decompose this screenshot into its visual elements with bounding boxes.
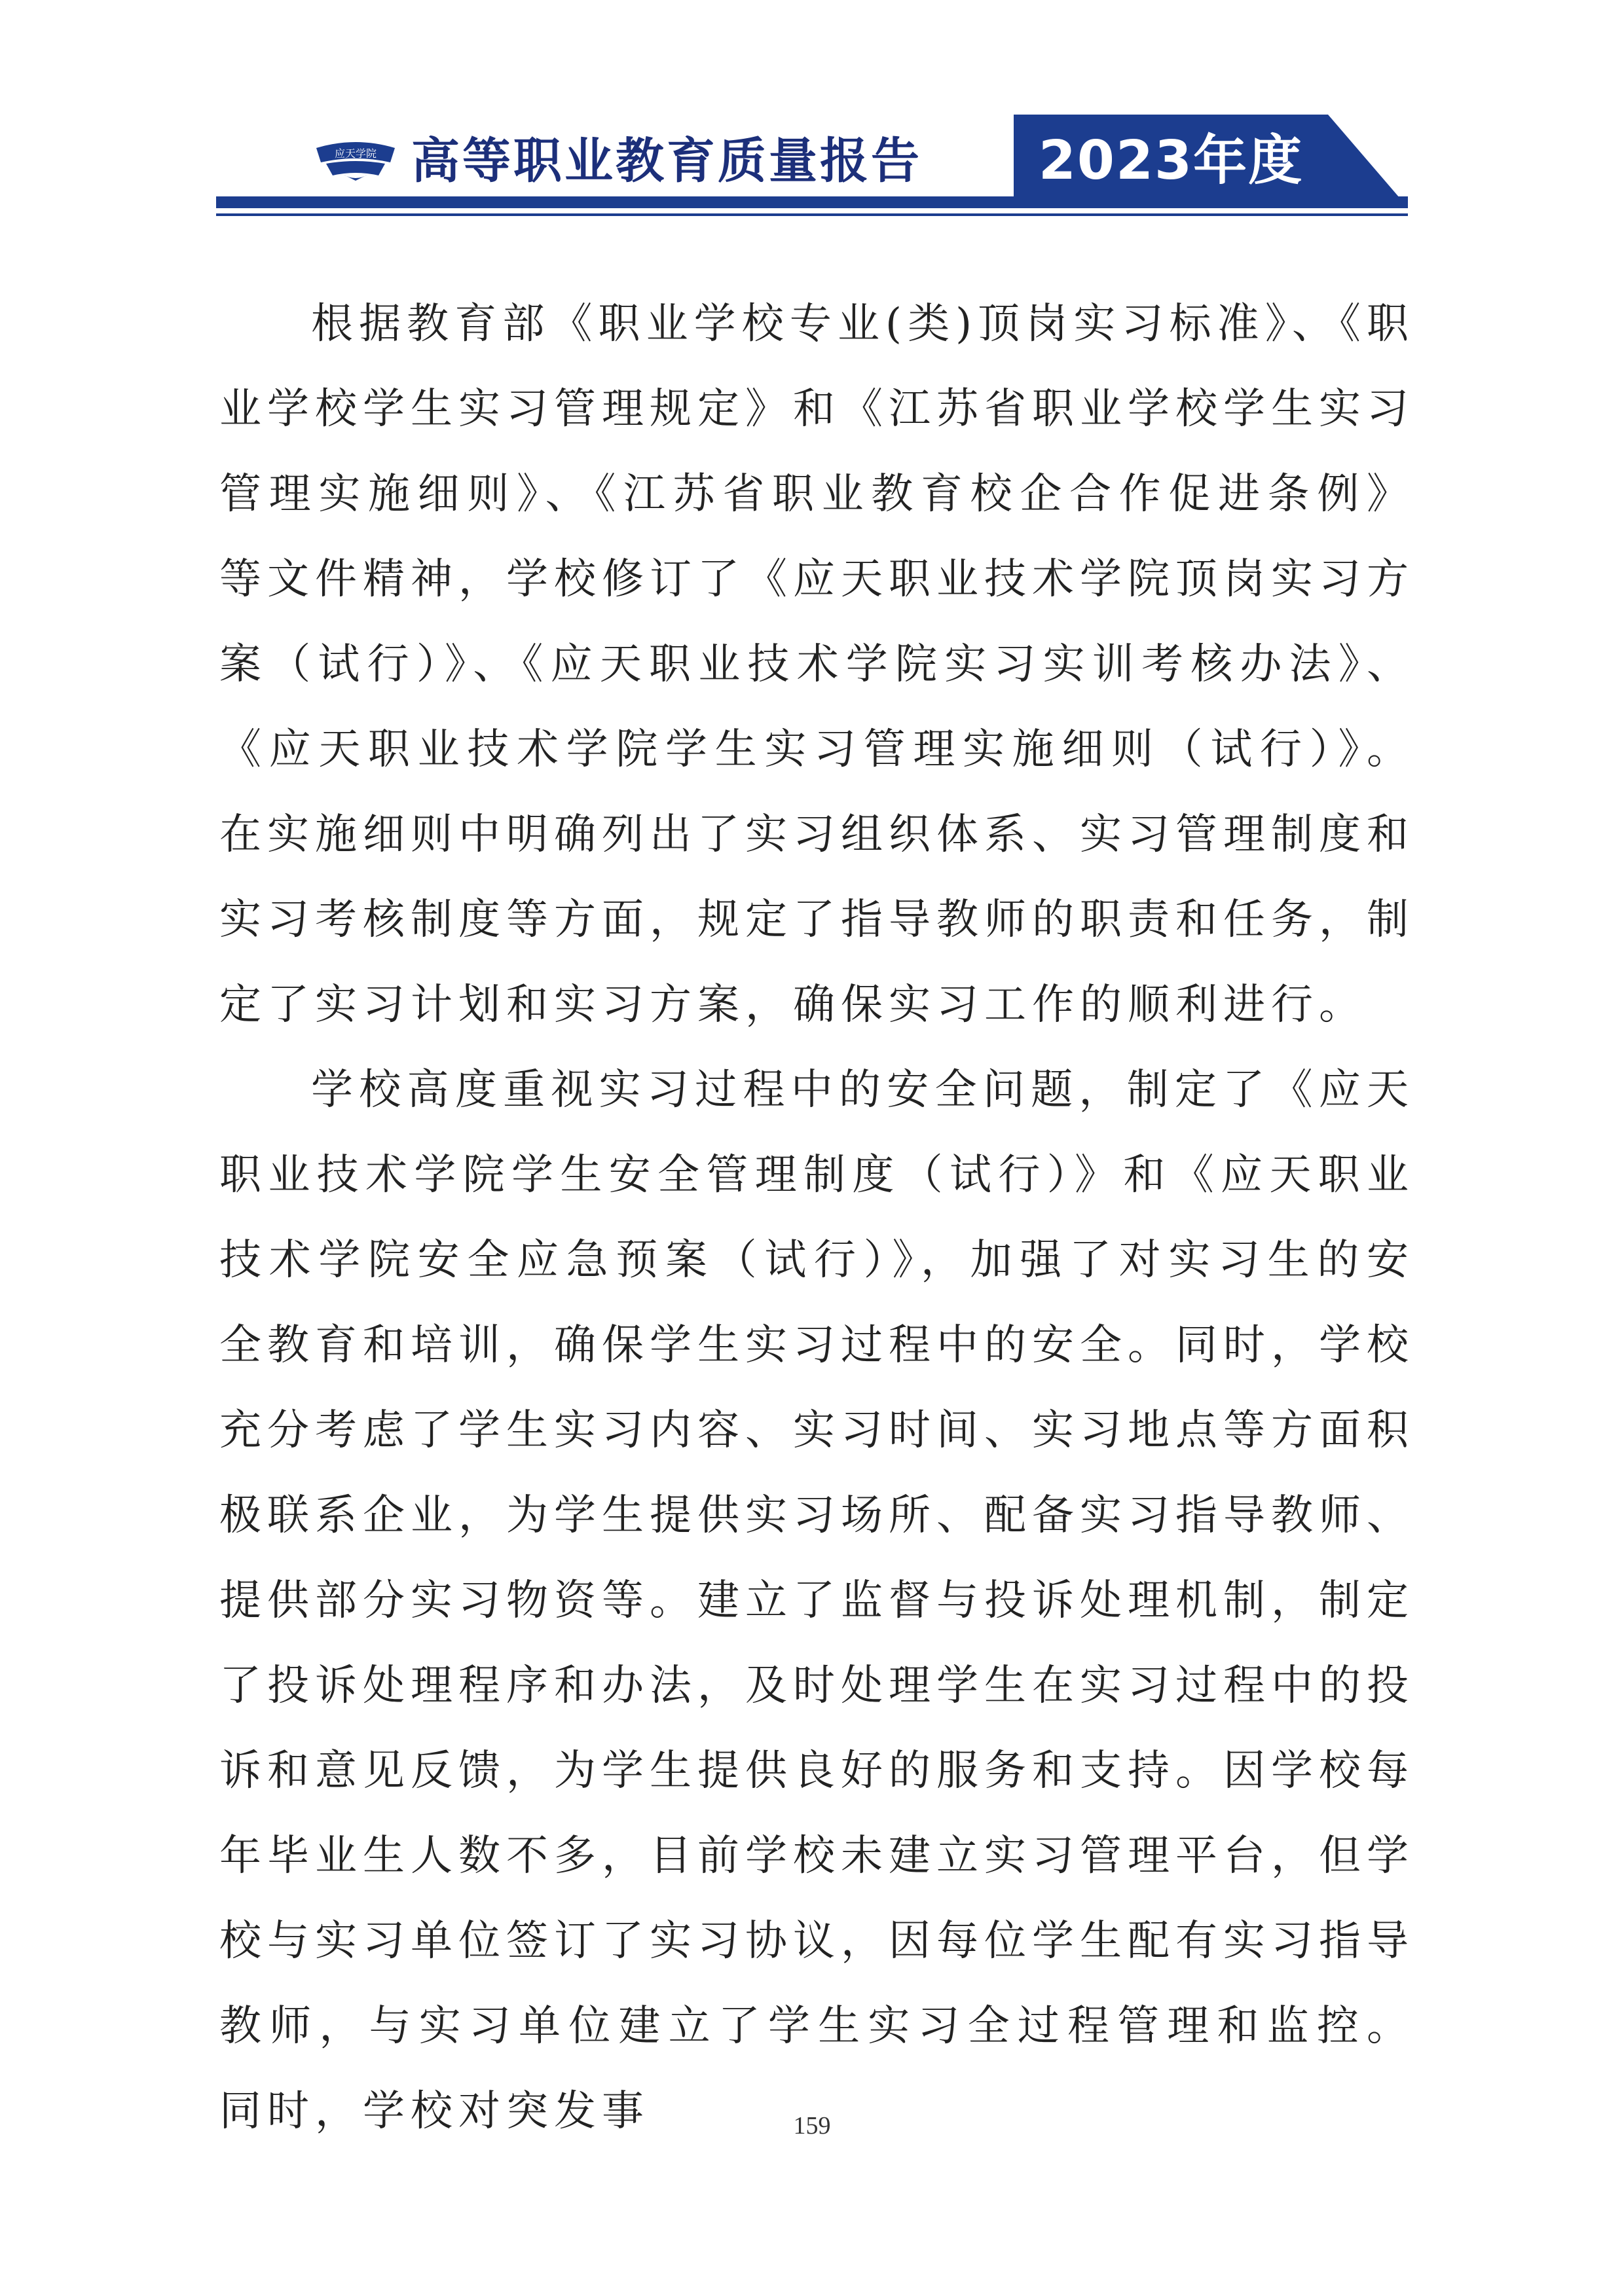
paragraph-1: 根据教育部《职业学校专业(类)顶岗实习标准》、《职业学校学生实习管理规定》和《江苏省职业学校学生实习管理实施细则》、《江苏省职业教育校企合作促进条例》等文件精神，学校修订了《应天职业技术学院顶岗实习方案（试行）》、《应天职业技术学院实习实训考核办法》、《应天职业技术学院学生实习管理实施细则（试行）》。在实施细则中明确列出了实习组织体系、实习管理制度和实习考核制度等方面，规定了指导教师的职责和任务，制定了实习计划和实习方案，确保实习工作的顺利进行。: [219, 300, 1414, 1029]
college-logo-icon: [313, 136, 398, 182]
paragraph-2: 学校高度重视实习过程中的安全问题，制定了《应天职业技术学院学生安全管理制度（试行）》和《应天职业技术学院安全应急预案（试行）》，加强了对实习生的安全教育和培训，确保学生实习过程中的安全。同时，学校充分考虑了学生实习内容、实习时间、实习地点等方面积极联系企业，为学生提供实习场所、配备实习指导教师、提供部分实习物资等。建立了监督与投诉处理机制，制定了投诉处理程序和办法，及时处理学生在实习过程中的投诉和意见反馈，为学生提供良好的服务和支持。因学校每年毕业生人数不多，目前学校未建立实习管理平台，但学校与实习单位签订了实习协议，因每位学生配有实习指导教师，与实习单位建立了学生实习全过程管理和监控。 同时，学校对突发事: [219, 1066, 1414, 2136]
page-header: [0, 0, 1624, 223]
header-rule-thin: [216, 213, 1408, 216]
body-text: [219, 282, 1414, 2154]
report-title: 高等职业教育质量报告: [411, 133, 922, 189]
logo-text: 应天学院: [334, 147, 377, 160]
page-number: 159: [793, 2112, 831, 2140]
header-rule-thick: [216, 196, 1408, 208]
report-year: 2023年度: [1014, 115, 1328, 208]
